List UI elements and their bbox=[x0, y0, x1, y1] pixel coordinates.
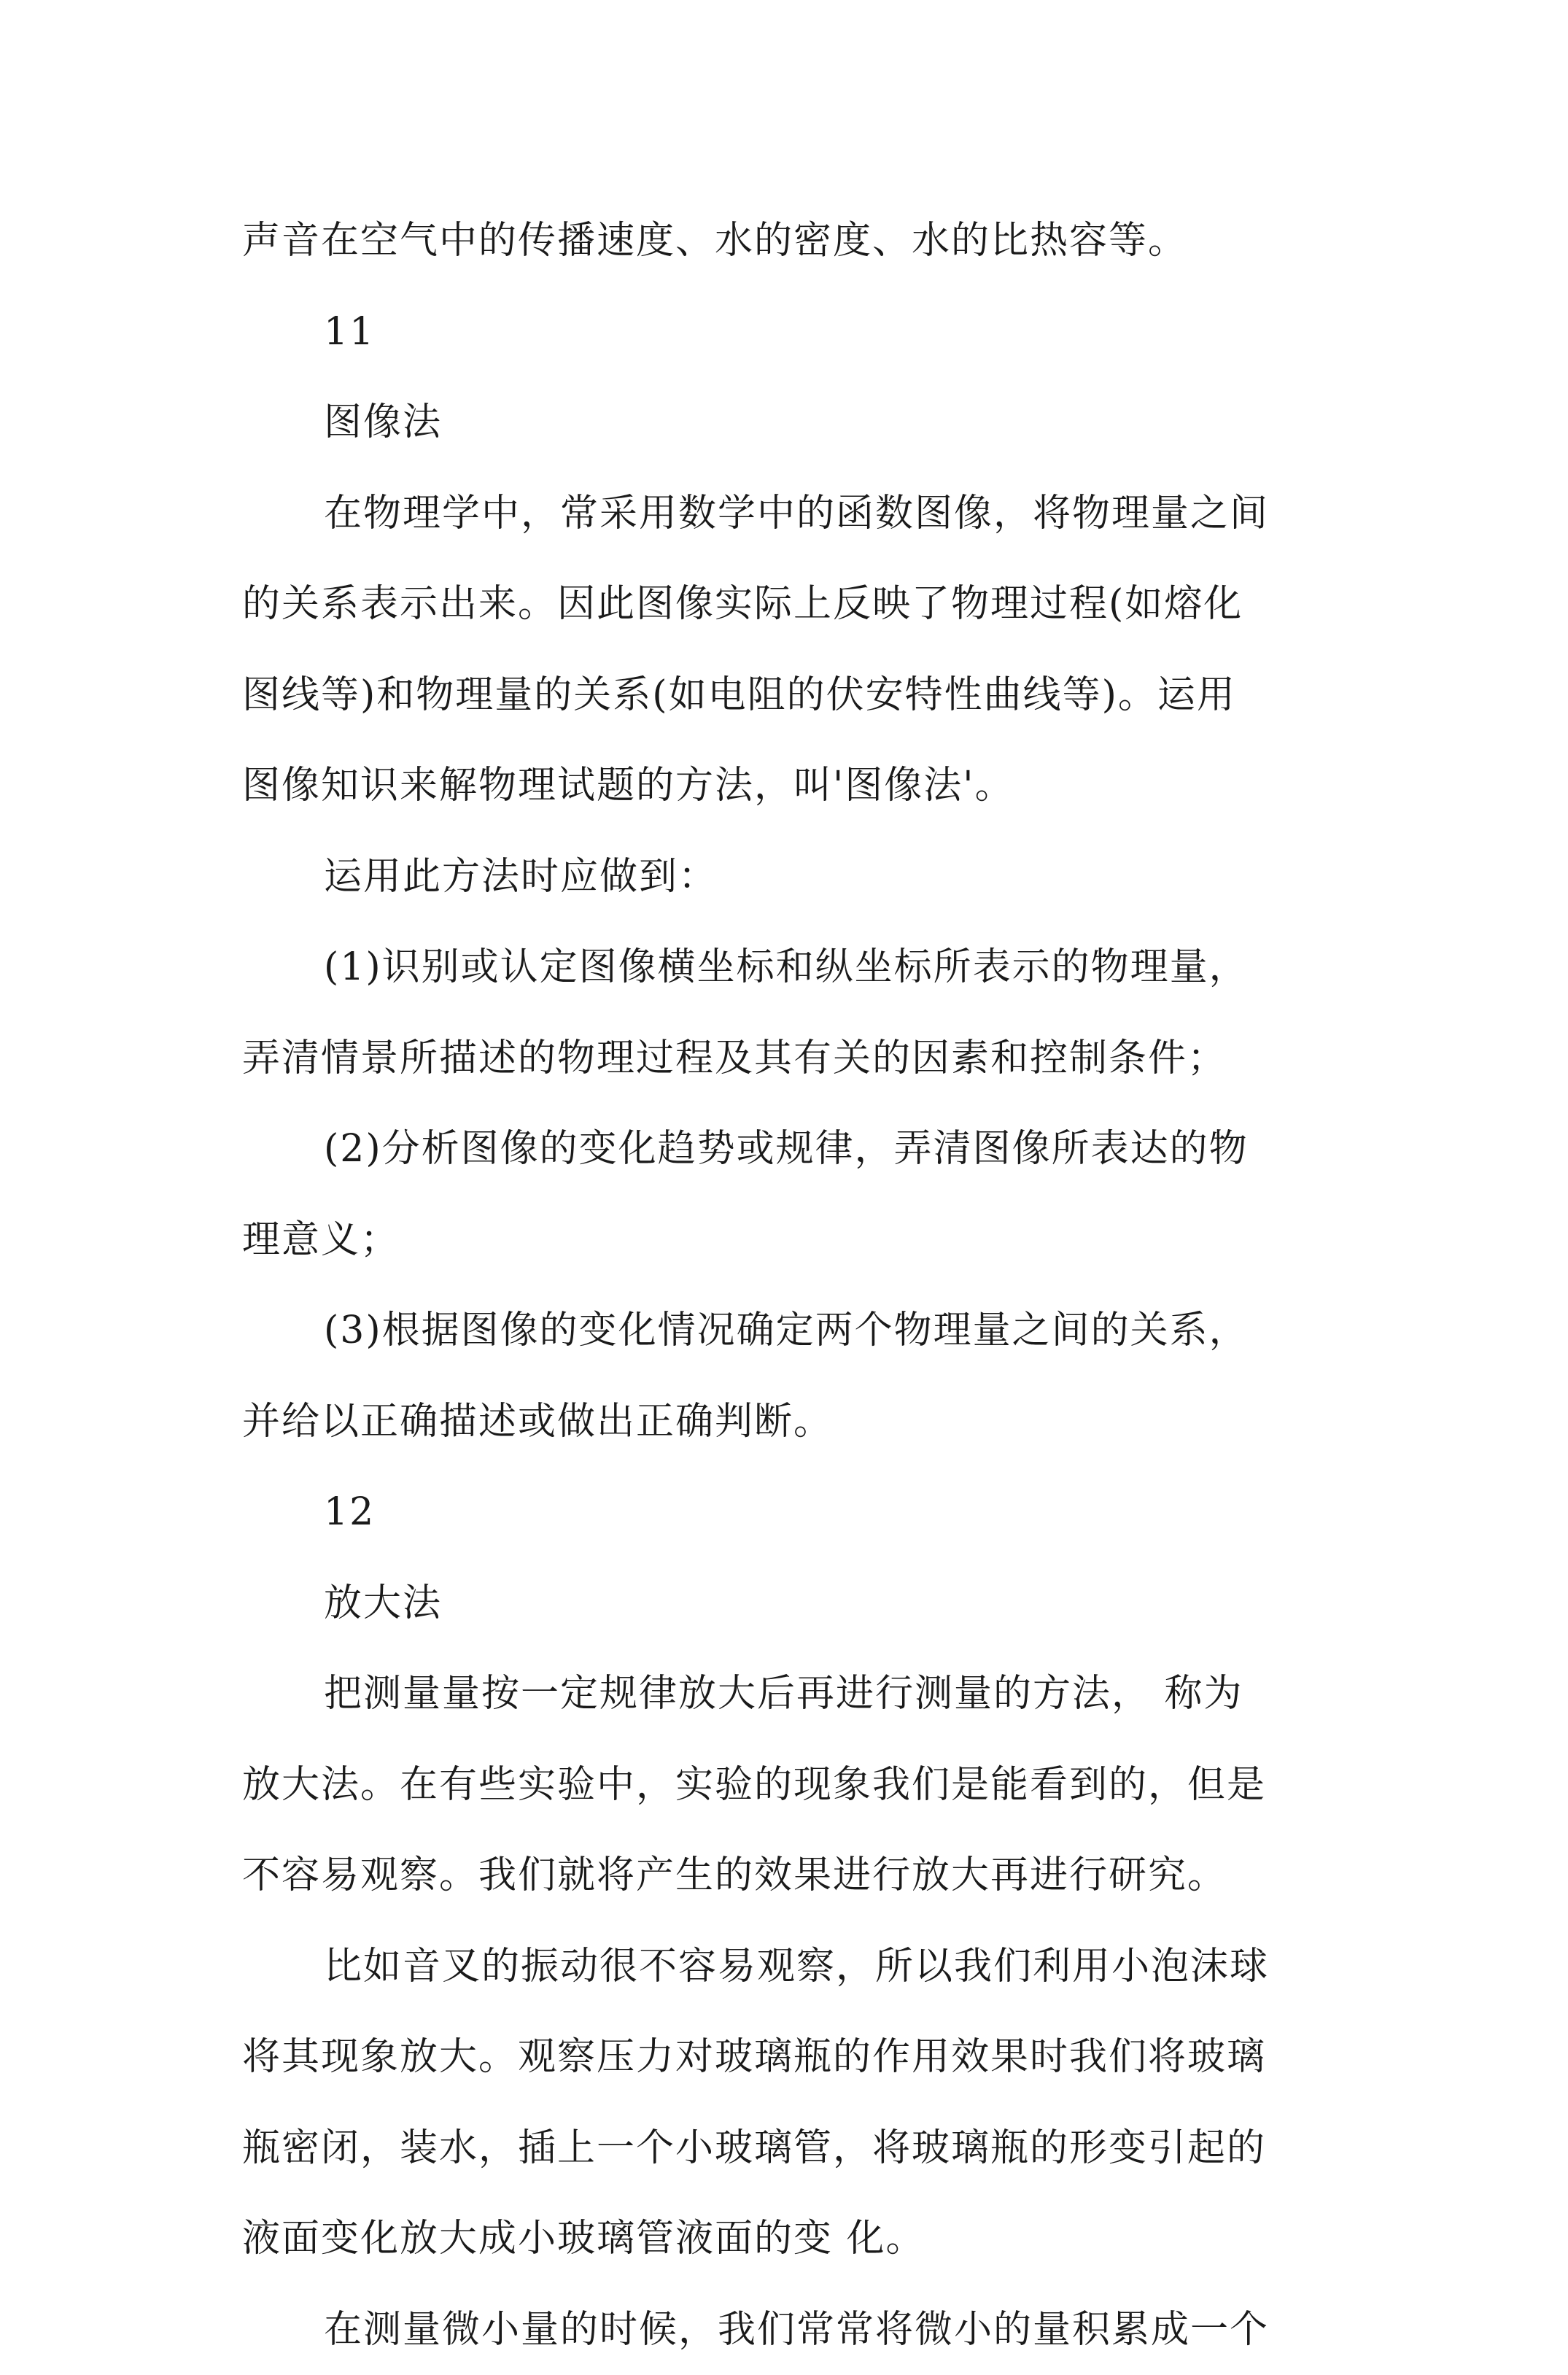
text-line: 运用此方法时应做到： bbox=[242, 832, 1336, 923]
text-line: 并给以正确描述或做出正确判断。 bbox=[242, 1376, 1336, 1468]
text-line: 在物理学中，常采用数学中的函数图像，将物理量之间 bbox=[242, 468, 1336, 559]
list-item: (3)根据图像的变化情况确定两个物理量之间的关系， bbox=[242, 1285, 1336, 1376]
text-line: 放大法。在有些实验中，实验的现象我们是能看到的，但是 bbox=[242, 1740, 1336, 1831]
list-item: (2)分析图像的变化趋势或规律，弄清图像所表达的物 bbox=[242, 1104, 1336, 1195]
text-line: 图线等)和物理量的关系(如电阻的伏安特性曲线等)。运用 bbox=[242, 650, 1336, 741]
section-heading: 放大法 bbox=[242, 1558, 1336, 1649]
document-body bbox=[242, 195, 1336, 2375]
text-line: 把测量量按一定规律放大后再进行测量的方法， 称为 bbox=[242, 1648, 1336, 1740]
text-line: 声音在空气中的传播速度、水的密度、水的比热容等。 bbox=[242, 195, 1336, 287]
text-line: 比如音叉的振动很不容易观察，所以我们利用小泡沫球 bbox=[242, 1921, 1336, 2012]
text-line: 理意义； bbox=[242, 1195, 1336, 1286]
text-line: 在测量微小量的时候，我们常常将微小的量积累成一个 bbox=[242, 2285, 1336, 2375]
list-item: (1)识别或认定图像横坐标和纵坐标所表示的物理量， bbox=[242, 922, 1336, 1013]
text-line: 图像知识来解物理试题的方法，叫'图像法'。 bbox=[242, 740, 1336, 832]
text-line: 液面变化放大成小玻璃管液面的变 化。 bbox=[242, 2193, 1336, 2285]
text-line: 不容易观察。我们就将产生的效果进行放大再进行研究。 bbox=[242, 1830, 1336, 1921]
section-number: 11 bbox=[242, 287, 1336, 378]
text-line: 将其现象放大。观察压力对玻璃瓶的作用效果时我们将玻璃 bbox=[242, 2012, 1336, 2103]
section-number: 12 bbox=[242, 1467, 1336, 1558]
text-line: 弄清情景所描述的物理过程及其有关的因素和控制条件； bbox=[242, 1013, 1336, 1104]
text-line: 瓶密闭，装水，插上一个小玻璃管，将玻璃瓶的形变引起的 bbox=[242, 2103, 1336, 2194]
section-heading: 图像法 bbox=[242, 377, 1336, 468]
text-line: 的关系表示出来。因此图像实际上反映了物理过程(如熔化 bbox=[242, 559, 1336, 650]
